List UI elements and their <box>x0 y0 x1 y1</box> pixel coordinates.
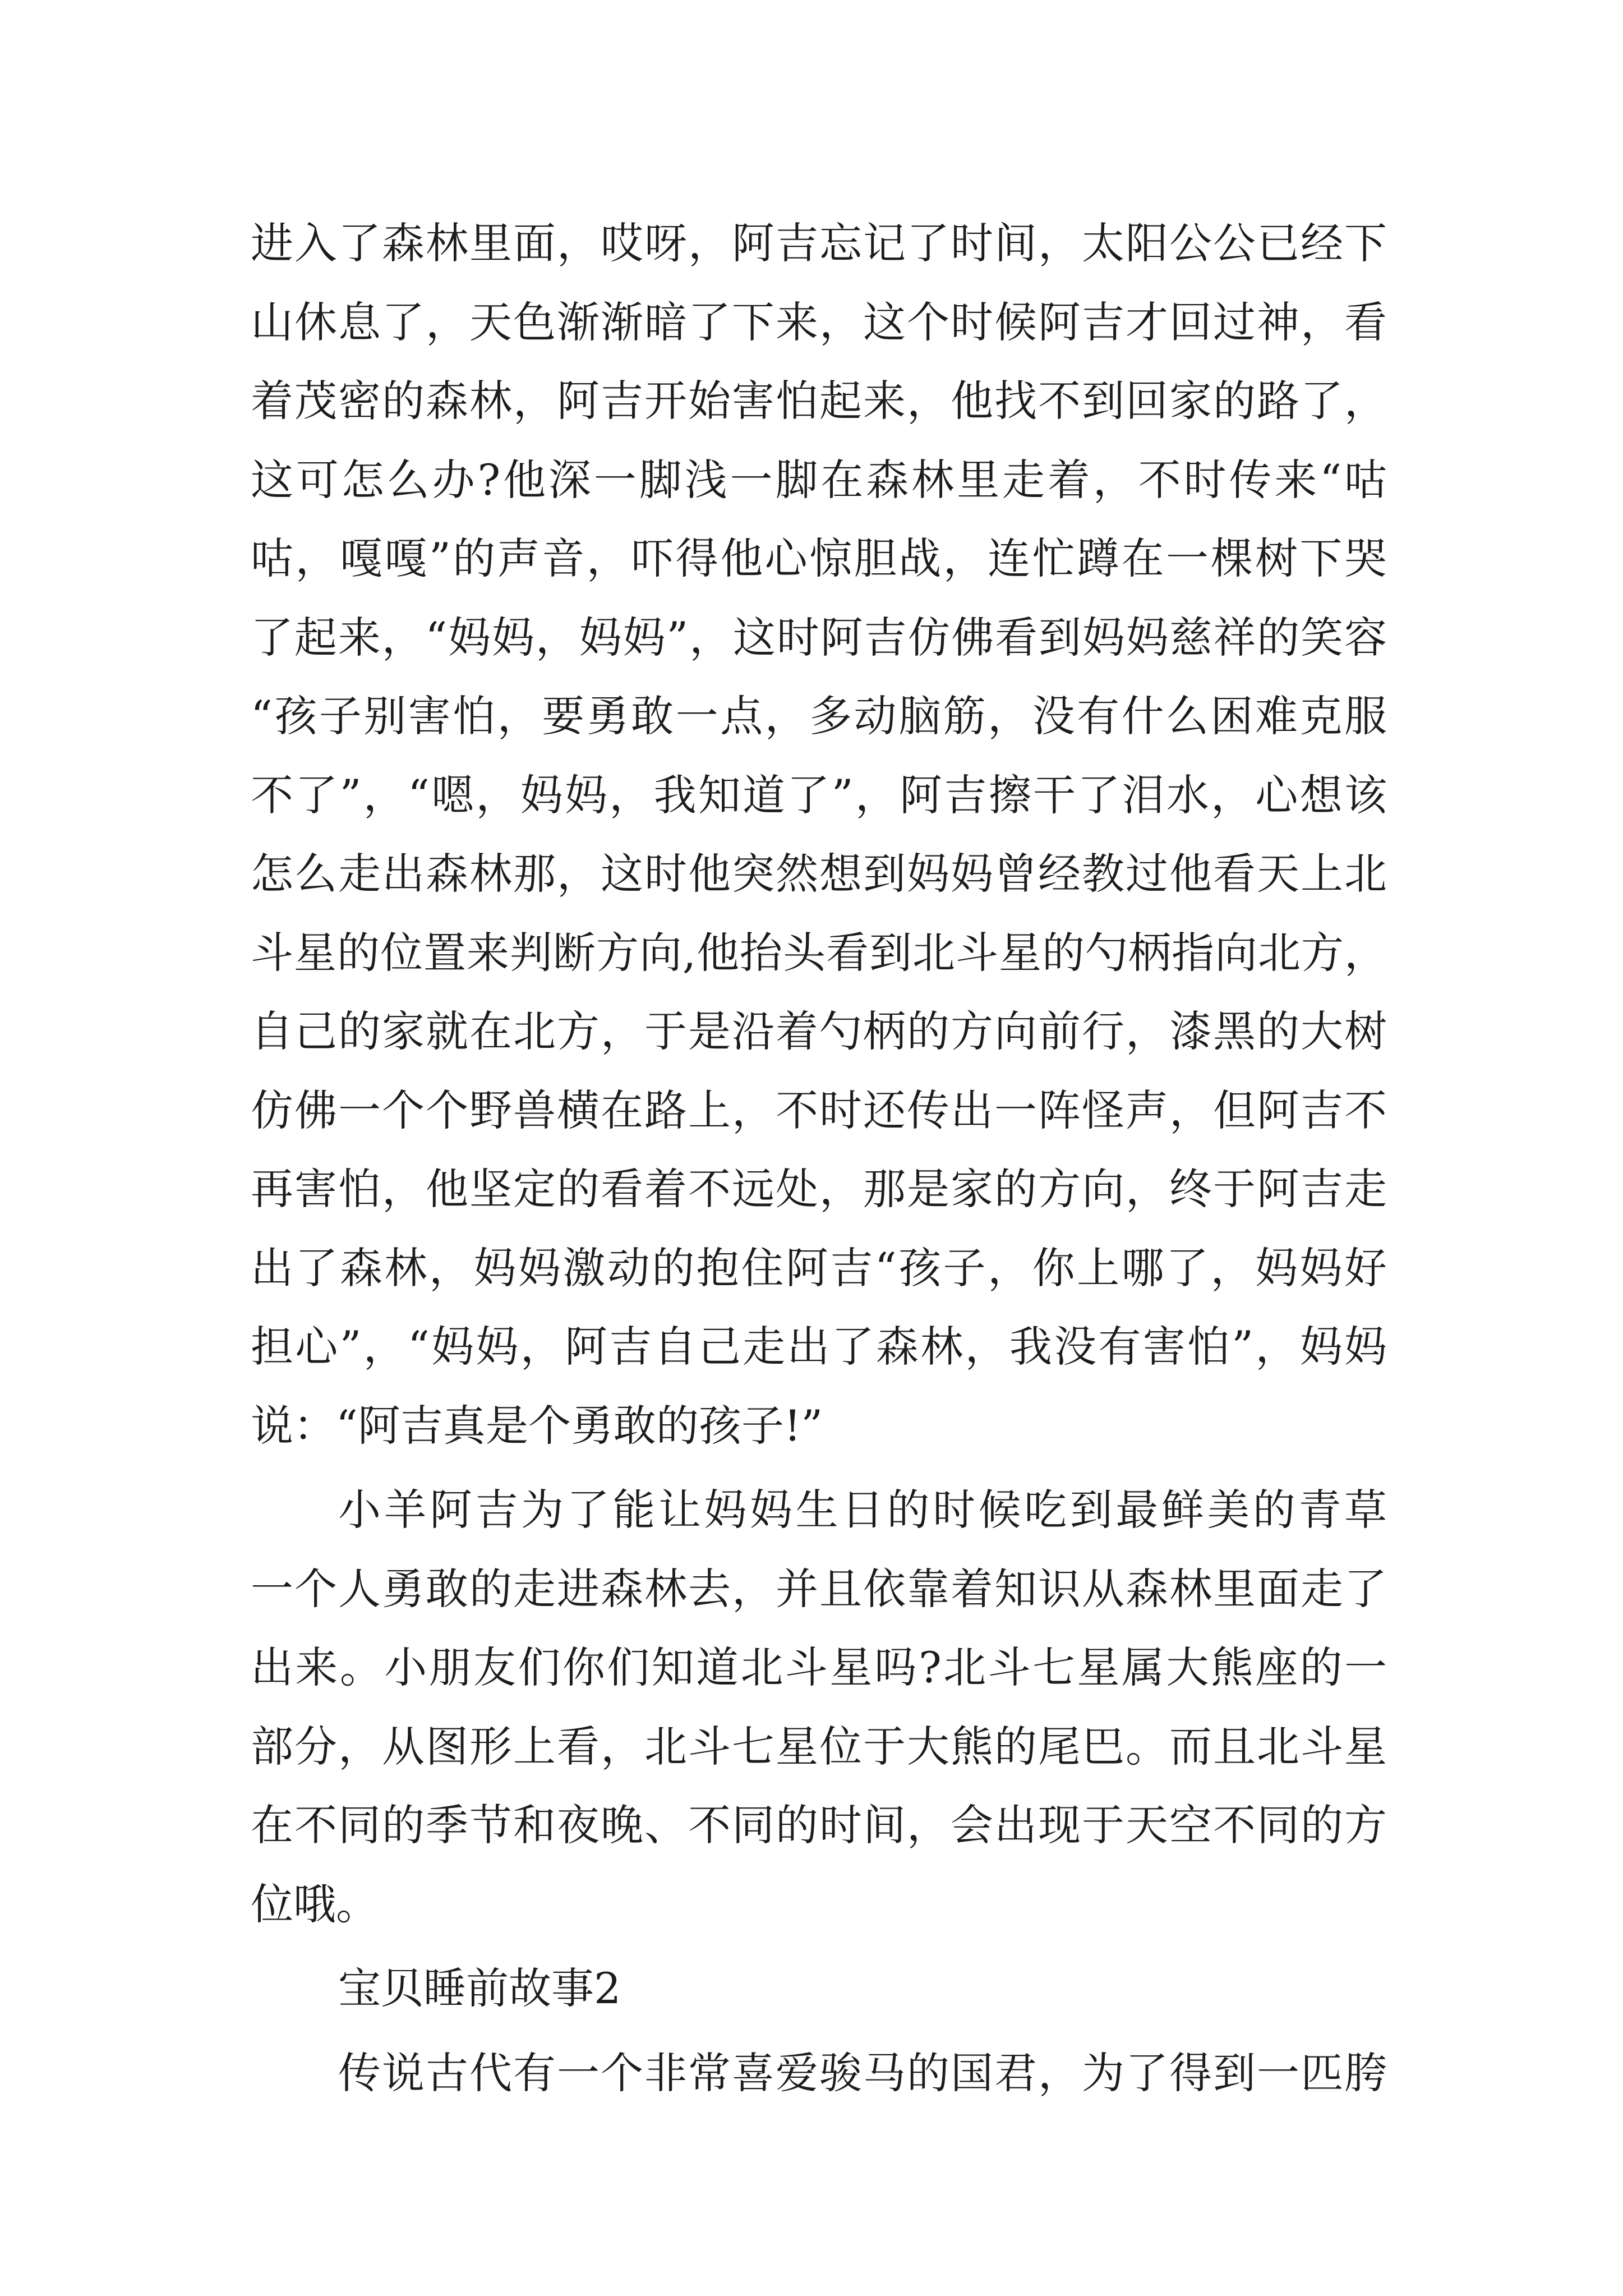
line-text: 位哦。 <box>251 1879 379 1929</box>
summary-paragraph <box>251 1471 1390 1944</box>
text-line <box>251 362 1387 441</box>
text-line <box>251 204 1387 283</box>
text-line <box>251 677 1387 756</box>
line-text: 小羊阿吉为了能让妈妈生日的时候吃到最鲜美的青草 <box>338 1485 1390 1535</box>
section-heading <box>251 1949 1387 2028</box>
text-line <box>338 2034 1387 2113</box>
line-text: 出来。小朋友们你们知道北斗星吗?北斗七星属大熊座的一 <box>251 1642 1389 1692</box>
text-line <box>251 1708 1387 1787</box>
text-line <box>251 1150 1387 1229</box>
text-line <box>251 914 1387 993</box>
text-line <box>251 1308 1387 1387</box>
line-text: 一个人勇敢的走进森林去，并且依靠着知识从森林里面走了 <box>251 1563 1388 1614</box>
text-line <box>251 1071 1387 1151</box>
heading-text: 宝贝睡前故事2 <box>338 1963 621 2013</box>
document-page <box>251 204 1390 2113</box>
line-text: 出了森林，妈妈激动的抱住阿吉“孩子，你上哪了，妈妈好 <box>251 1243 1389 1293</box>
text-line <box>251 519 1387 599</box>
line-text: 山休息了，天色渐渐暗了下来，这个时候阿吉才回过神，看 <box>251 297 1388 347</box>
text-line <box>251 283 1387 362</box>
line-text: 着茂密的森林，阿吉开始害怕起来，他找不到回家的路了， <box>251 376 1388 426</box>
line-text: 咕，嘎嘎”的声音，吓得他心惊胆战，连忙蹲在一棵树下哭 <box>251 533 1389 583</box>
text-line <box>338 1471 1390 1550</box>
line-text: 传说古代有一个非常喜爱骏马的国君，为了得到一匹胯 <box>338 2047 1388 2098</box>
text-line <box>251 1786 1387 1865</box>
line-text: 自己的家就在北方，于是沿着勺柄的方向前行，漆黑的大树 <box>251 1006 1388 1056</box>
line-text: “孩子别害怕，要勇敢一点，多动脑筋，没有什么困难克服 <box>251 691 1389 741</box>
line-text: 了起来，“妈妈，妈妈”，这时阿吉仿佛看到妈妈慈祥的笑容 <box>251 612 1388 662</box>
text-line <box>251 1550 1387 1629</box>
story-paragraph <box>251 2034 1387 2113</box>
line-text: 在不同的季节和夜晚、不同的时间，会出现于天空不同的方 <box>251 1800 1388 1850</box>
line-text: 怎么走出森林那，这时他突然想到妈妈曾经教过他看天上北 <box>251 849 1388 899</box>
text-line <box>251 599 1387 678</box>
text-line <box>251 441 1390 520</box>
text-line <box>251 1865 1387 1944</box>
text-line <box>251 1387 1387 1466</box>
line-text: 斗星的位置来判断方向,他抬头看到北斗星的勺柄指向北方， <box>251 927 1387 978</box>
heading-line <box>338 1949 1387 2028</box>
text-line <box>251 756 1387 835</box>
line-text: 部分，从图形上看，北斗七星位于大熊的尾巴。而且北斗星 <box>251 1721 1388 1772</box>
text-line <box>251 1628 1387 1708</box>
line-text: 担心”，“妈妈，阿吉自己走出了森林，我没有害怕”，妈妈 <box>251 1322 1389 1372</box>
line-text: 仿佛一个个野兽横在路上，不时还传出一阵怪声，但阿吉不 <box>251 1085 1388 1135</box>
story-paragraph <box>251 204 1390 1465</box>
line-text: 进入了森林里面，哎呀，阿吉忘记了时间，太阳公公已经下 <box>251 218 1388 268</box>
line-text: 再害怕，他坚定的看着不远处，那是家的方向，终于阿吉走 <box>251 1164 1388 1214</box>
text-line <box>251 992 1387 1071</box>
text-line <box>251 835 1387 914</box>
line-text: 说：“阿吉真是个勇敢的孩子!” <box>251 1400 823 1451</box>
line-text: 不了”，“嗯，妈妈，我知道了”，阿吉擦干了泪水，心想该 <box>251 770 1389 820</box>
text-line <box>251 1229 1387 1308</box>
line-text: 这可怎么办?他深一脚浅一脚在森林里走着，不时传来“咕 <box>251 454 1390 505</box>
